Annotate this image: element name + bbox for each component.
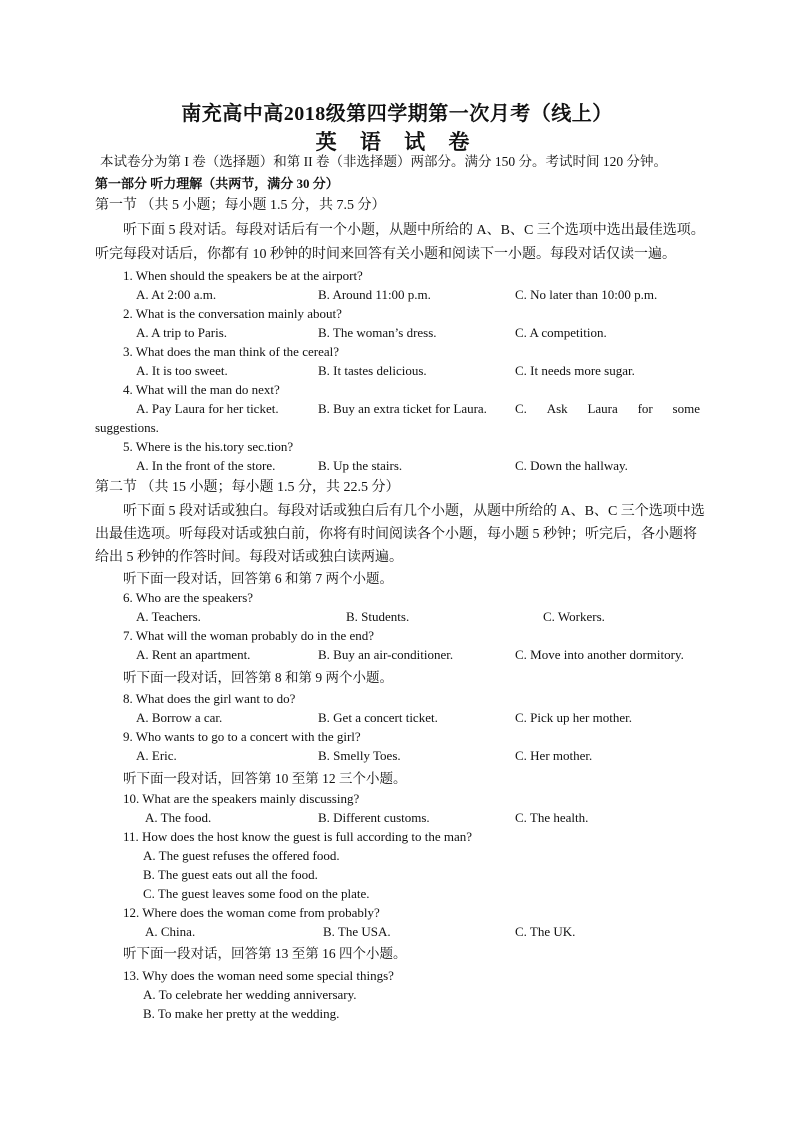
- question-2-stem: 2. What is the conversation mainly about?: [123, 306, 342, 321]
- question-6-option-b: B. Students.: [346, 609, 410, 624]
- question-4-option-a: A. Pay Laura for her ticket.: [136, 401, 279, 416]
- question-8-option-a: A. Borrow a car.: [136, 710, 223, 725]
- section2-instructions-3: 给出 5 秒钟的作答时间。每段对话或独白读两遍。: [95, 550, 403, 565]
- question-6-option-a: A. Teachers.: [136, 609, 201, 624]
- exam-title: 南充高中高2018级第四学期第一次月考（线上）: [181, 103, 613, 125]
- option-c-word: Laura: [587, 401, 618, 416]
- question-9-option-c: C. Her mother.: [515, 748, 593, 763]
- section1-instructions-1: 听下面 5 段对话。每段对话后有一个小题，从题中所给的 A、B、C 三个选项中选出最佳选项。: [123, 223, 705, 238]
- question-12-stem: 12. Where does the woman come from probably?: [123, 905, 380, 920]
- question-6-stem: 6. Who are the speakers?: [123, 590, 254, 605]
- question-3-stem: 3. What does the man think of the cereal?: [123, 344, 339, 359]
- question-10-option-c: C. The health.: [515, 810, 589, 825]
- option-c-word: some: [672, 401, 700, 416]
- question-8-option-b: B. Get a concert ticket.: [318, 710, 438, 725]
- question-5-option-c: C. Down the hallway.: [515, 458, 628, 473]
- section1-instructions-2: 听完每段对话后，你都有 10 秒钟的时间来回答有关小题和阅读下一小题。每段对话仅读一遍。: [95, 247, 676, 262]
- question-12-option-c: C. The UK.: [515, 924, 576, 939]
- question-4-option-b: B. Buy an extra ticket for Laura.: [318, 401, 487, 416]
- group-4-instructions: 听下面一段对话，回答第 13 至第 16 四个小题。: [123, 946, 407, 961]
- question-3-option-b: B. It tastes delicious.: [318, 363, 427, 378]
- question-1-option-c: C. No later than 10:00 p.m.: [515, 287, 658, 302]
- section2-instructions-1: 听下面 5 段对话或独白。每段对话或独白后有几个小题，从题中所给的 A、B、C 三个选项中选: [123, 504, 705, 519]
- question-5-option-b: B. Up the stairs.: [318, 458, 403, 473]
- question-13-option-a: A. To celebrate her wedding anniversary.: [143, 987, 357, 1002]
- question-4-option-c: [515, 401, 700, 417]
- option-c-word: for: [637, 401, 653, 416]
- question-10-stem: 10. What are the speakers mainly discussing?: [123, 791, 360, 806]
- section2-heading: 第二节 （共 15 小题；每小题 1.5 分，共 22.5 分）: [95, 480, 400, 495]
- question-3-option-c: C. It needs more sugar.: [515, 363, 635, 378]
- question-7-stem: 7. What will the woman probably do in the end?: [123, 628, 375, 643]
- option-c-word: Ask: [546, 401, 568, 416]
- question-13-stem: 13. Why does the woman need some special things?: [123, 968, 394, 983]
- option-c-word: C.: [515, 401, 527, 416]
- section2-instructions-2: 出最佳选项。听每段对话或独白前，你将有时间阅读各个小题，每小题 5 秒钟；听完后，各小题将: [95, 527, 697, 542]
- question-11-option-c: C. The guest leaves some food on the plate.: [143, 886, 370, 901]
- question-2-option-c: C. A competition.: [515, 325, 607, 340]
- question-1-stem: 1. When should the speakers be at the airport?: [123, 268, 363, 283]
- exam-subtitle: 英 语 试 卷: [315, 130, 479, 154]
- section1-heading: 第一节 （共 5 小题；每小题 1.5 分，共 7.5 分）: [95, 198, 386, 213]
- question-2-option-a: A. A trip to Paris.: [136, 325, 228, 340]
- question-4-option-c-continued: suggestions.: [95, 420, 159, 435]
- part1-heading: 第一部分 听力理解（共两节，满分 30 分）: [95, 176, 339, 191]
- question-9-option-a: A. Eric.: [136, 748, 177, 763]
- question-5-option-a: A. In the front of the store.: [136, 458, 276, 473]
- question-6-option-c: C. Workers.: [543, 609, 605, 624]
- question-12-option-a: A. China.: [145, 924, 196, 939]
- group-2-instructions: 听下面一段对话，回答第 8 和第 9 两个小题。: [123, 670, 393, 685]
- question-4-stem: 4. What will the man do next?: [123, 382, 280, 397]
- question-7-option-b: B. Buy an air-conditioner.: [318, 647, 454, 662]
- question-1-option-b: B. Around 11:00 p.m.: [318, 287, 431, 302]
- question-5-stem: 5. Where is the his.tory sec.tion?: [123, 439, 294, 454]
- question-12-option-b: B. The USA.: [323, 924, 391, 939]
- question-7-option-c: C. Move into another dormitory.: [515, 647, 684, 662]
- question-11-stem: 11. How does the host know the guest is full according to the man?: [123, 829, 473, 844]
- question-11-option-a: A. The guest refuses the offered food.: [143, 848, 340, 863]
- question-10-option-a: A. The food.: [145, 810, 212, 825]
- question-1-option-a: A. At 2:00 a.m.: [136, 287, 217, 302]
- question-8-stem: 8. What does the girl want to do?: [123, 691, 296, 706]
- question-8-option-c: C. Pick up her mother.: [515, 710, 632, 725]
- question-9-stem: 9. Who wants to go to a concert with the girl?: [123, 729, 361, 744]
- exam-intro: 本试卷分为第 I 卷（选择题）和第 II 卷（非选择题）两部分。满分 150 分。考试时间 120 分钟。: [100, 154, 667, 169]
- question-11-option-b: B. The guest eats out all the food.: [143, 867, 318, 882]
- question-13-option-b: B. To make her pretty at the wedding.: [143, 1006, 340, 1021]
- question-3-option-a: A. It is too sweet.: [136, 363, 228, 378]
- question-9-option-b: B. Smelly Toes.: [318, 748, 401, 763]
- group-1-instructions: 听下面一段对话，回答第 6 和第 7 两个小题。: [123, 571, 393, 586]
- question-7-option-a: A. Rent an apartment.: [136, 647, 251, 662]
- group-3-instructions: 听下面一段对话，回答第 10 至第 12 三个小题。: [123, 771, 407, 786]
- question-10-option-b: B. Different customs.: [318, 810, 430, 825]
- question-2-option-b: B. The woman’s dress.: [318, 325, 437, 340]
